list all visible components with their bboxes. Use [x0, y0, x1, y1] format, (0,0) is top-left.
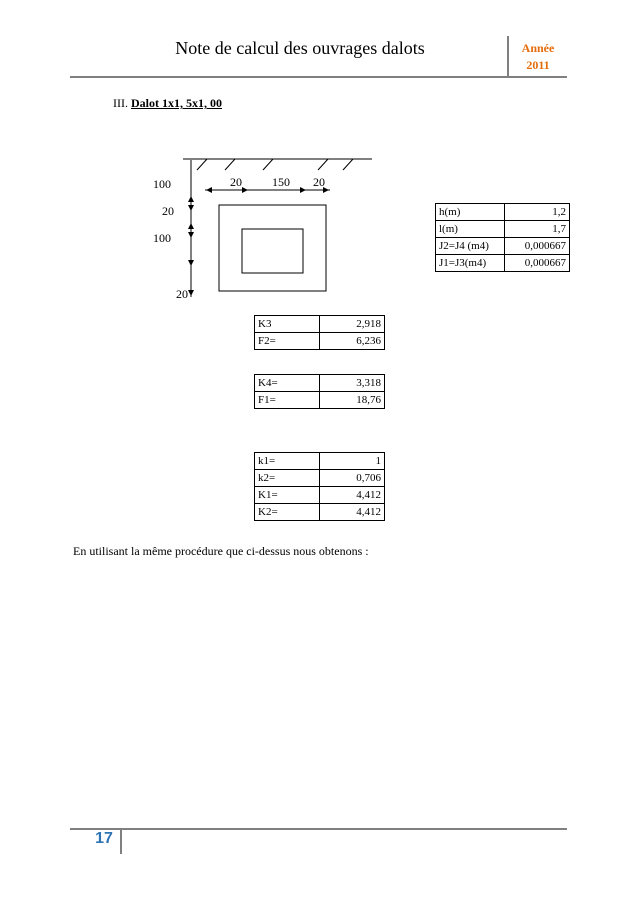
table-cell-key: k2=: [255, 470, 320, 487]
table-cell-key: K2=: [255, 504, 320, 521]
dim-label-top-left: 100: [153, 177, 171, 191]
table-cell-value: 4,412: [320, 504, 385, 521]
table-row: [255, 392, 385, 409]
section-title-text: Dalot 1x1, 5x1, 00: [131, 96, 222, 110]
table-cell-key: J2=J4 (m4): [436, 238, 505, 255]
ground-hatching: [197, 159, 353, 170]
year-value: 2011: [526, 58, 550, 72]
table-cell-value: 0,706: [320, 470, 385, 487]
table-row: [255, 375, 385, 392]
table-cell-value: 0,000667: [505, 255, 570, 272]
footer-divider: [120, 830, 122, 854]
table-cell-value: 0,000667: [505, 238, 570, 255]
table-cell-key: K4=: [255, 375, 320, 392]
table-cell-value: 1,7: [505, 221, 570, 238]
table-cell-value: 2,918: [320, 316, 385, 333]
dim-label-left-2: 100: [153, 231, 171, 245]
table-row: [255, 504, 385, 521]
table-cell-value: 1,2: [505, 204, 570, 221]
dim-label-horiz-1: 20: [230, 175, 242, 189]
table-row: [436, 238, 570, 255]
dim-label-left-1: 20: [162, 204, 174, 218]
year-label: Année: [521, 41, 555, 55]
body-paragraph: En utilisant la même procédure que ci-dessus nous obtenons :: [73, 544, 369, 558]
page-number: 17: [95, 830, 113, 847]
coefficient-table-2: [254, 374, 385, 409]
culvert-inner-opening: [242, 229, 303, 273]
table-row: [255, 453, 385, 470]
dim-label-left-3: 20: [176, 287, 188, 301]
section-properties-table: [435, 203, 570, 272]
table-cell-value: 4,412: [320, 487, 385, 504]
dim-label-horiz-3: 20: [313, 175, 325, 189]
table-cell-key: K1=: [255, 487, 320, 504]
table-cell-value: 6,236: [320, 333, 385, 350]
document-header-title: Note de calcul des ouvrages dalots: [175, 38, 425, 58]
table-cell-key: k1=: [255, 453, 320, 470]
table-cell-value: 1: [320, 453, 385, 470]
table-cell-key: F1=: [255, 392, 320, 409]
table-row: [436, 255, 570, 272]
table-cell-value: 18,76: [320, 392, 385, 409]
table-row: [436, 221, 570, 238]
table-row: [255, 487, 385, 504]
coefficient-table-3: [254, 452, 385, 521]
table-cell-value: 3,318: [320, 375, 385, 392]
section-number: III.: [113, 96, 128, 110]
table-row: [255, 470, 385, 487]
table-row: [436, 204, 570, 221]
table-cell-key: l(m): [436, 221, 505, 238]
footer-rule: [70, 828, 567, 830]
culvert-outer-wall: [219, 205, 326, 291]
table-cell-key: h(m): [436, 204, 505, 221]
table-row: [255, 333, 385, 350]
table-cell-key: F2=: [255, 333, 320, 350]
table-cell-key: K3: [255, 316, 320, 333]
table-cell-key: J1=J3(m4): [436, 255, 505, 272]
coefficient-table-1: [254, 315, 385, 350]
table-row: [255, 316, 385, 333]
dim-label-horiz-2: 150: [272, 175, 290, 189]
